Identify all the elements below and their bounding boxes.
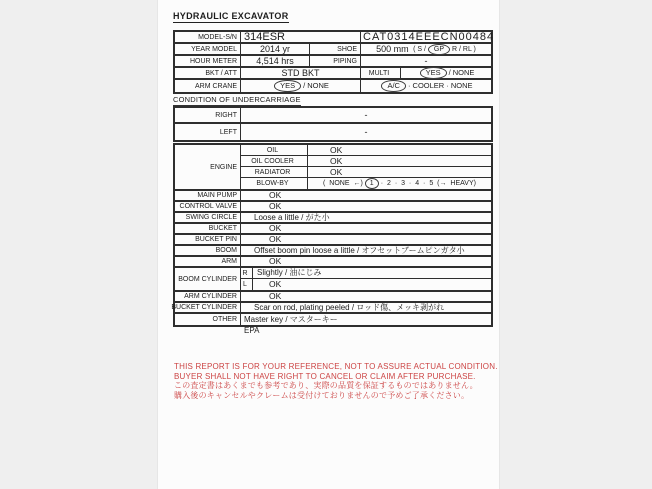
shoe-value (361, 44, 491, 54)
other-row (175, 314, 491, 335)
swing-circle-label: SWING CIRCLE (175, 213, 241, 222)
oil-value: OK (330, 144, 343, 155)
engine-radiator-row (241, 167, 491, 178)
year-label: YEAR MODEL (175, 44, 241, 54)
crane-label: ARM CRANE (175, 80, 241, 92)
shoe-options-open: ( S / (413, 45, 426, 53)
hour-value: 4,514 hrs (241, 56, 310, 66)
shoe-options-close: R / RL ) (452, 45, 476, 53)
shoe-label: SHOE (310, 44, 361, 54)
boom-cylinder-block (175, 268, 491, 292)
blowby-scale-prefix: ( NONE ←) (323, 180, 363, 187)
inspection-table (171, 143, 493, 335)
disclaimer-line: この査定書はあくまでも参考であり、実際の品質を保証するものではありません。 (174, 381, 478, 390)
radiator-value: OK (330, 166, 343, 177)
arm-value: OK (269, 256, 282, 267)
bucket-cylinder-value: Scar on rod, plating peeled / ロッド傷、メッキ剥がれ (254, 302, 445, 312)
undercarriage-right-row (175, 108, 491, 124)
bucket-pin-value: OK (269, 234, 282, 245)
engine-oil-cooler-row (241, 156, 491, 167)
ac-selected-circle: A/C (381, 80, 406, 92)
disclaimer-line: BUYER SHALL NOT HAVE RIGHT TO CANCEL OR CLAIM AFTER PURCHASE. (174, 371, 476, 381)
undercarriage-left-row (175, 124, 491, 140)
year-value: 2014 yr (241, 44, 310, 54)
bucket-pin-row (175, 235, 491, 246)
engine-blowby-row (241, 178, 491, 189)
bucket-row (175, 224, 491, 235)
hour-label: HOUR METER (175, 56, 241, 66)
blowby-selected-circle: 1 (365, 178, 379, 189)
oil-label: OIL (241, 145, 308, 155)
ac-options: · COOLER · NONE (407, 81, 473, 91)
ac-value (361, 80, 491, 92)
disclaimer-line: THIS REPORT IS FOR YOUR REFERENCE, NOT TO ASSURE ACTUAL CONDITION. (174, 362, 498, 371)
crane-selected-circle: YES (274, 80, 301, 92)
hour-piping-row (175, 56, 491, 68)
other-notes (241, 314, 491, 335)
oil-cooler-value: OK (330, 155, 343, 166)
arm-cylinder-value: OK (269, 291, 282, 302)
boom-cylinder-r-value: Slightly / 油にじみ (257, 268, 322, 277)
undercarriage-table (173, 106, 493, 142)
crane-value (241, 80, 361, 92)
multi-options: / NONE (448, 68, 475, 78)
boom-cylinder-r-row (241, 268, 491, 279)
model-value: 314ESR (241, 32, 361, 42)
bucket-att-row (175, 68, 491, 80)
swing-circle-value: Loose a little / がた小 (254, 212, 330, 222)
boom-label: BOOM (175, 246, 241, 255)
shoe-selected-circle: GP (428, 44, 450, 55)
report-title: HYDRAULIC EXCAVATOR (173, 11, 289, 21)
model-row (175, 30, 495, 44)
boom-value: Offset boom pin loose a little / オフセットブームピンガタ小 (254, 245, 465, 255)
other-note-line: Master key / マスターキー (244, 315, 338, 324)
bucket-value: OK (269, 223, 282, 234)
arm-cylinder-label: ARM CYLINDER (175, 292, 241, 301)
machine-info-table (173, 30, 493, 94)
boom-row (175, 246, 491, 257)
blowby-scale (308, 178, 491, 189)
arm-label: ARM (175, 257, 241, 266)
year-shoe-row (175, 44, 491, 56)
bkt-label: BKT / ATT (175, 68, 241, 78)
blowby-scale-suffix: · 2 · 3 · 4 · 5 (→ HEAVY) (380, 180, 476, 187)
bkt-value: STD BKT (241, 68, 361, 78)
arm-cylinder-row (175, 292, 491, 303)
shoe-size: 500 mm (376, 43, 409, 54)
right-value: - (364, 109, 368, 120)
arm-row (175, 257, 491, 268)
control-valve-row (175, 202, 491, 213)
boom-cylinder-l-label: L (241, 279, 253, 290)
left-label: LEFT (175, 124, 241, 140)
disclaimer (174, 362, 498, 400)
left-value: - (364, 126, 368, 137)
multi-label: MULTI (361, 68, 401, 78)
bucket-pin-label: BUCKET PIN (175, 235, 241, 244)
control-valve-value: OK (269, 201, 282, 212)
main-pump-row (175, 191, 491, 202)
engine-oil-row (241, 145, 491, 156)
main-pump-label: MAIN PUMP (175, 191, 241, 200)
bucket-cylinder-label: BUCKET CYLINDER (175, 303, 241, 312)
serial-value: CAT0314EEECN00484 (363, 30, 495, 43)
engine-block (175, 145, 491, 191)
boom-cylinder-l-row (241, 279, 491, 290)
report-page (157, 0, 500, 489)
crane-options: / NONE (303, 81, 329, 91)
model-label: MODEL-S/N (175, 32, 241, 42)
radiator-label: RADIATOR (241, 167, 308, 177)
arm-crane-row (175, 80, 491, 92)
main-pump-value: OK (269, 190, 282, 201)
piping-value: - (424, 55, 428, 66)
engine-label: ENGINE (175, 145, 241, 189)
control-valve-label: CONTROL VALVE (175, 202, 241, 211)
multi-value (401, 68, 491, 78)
boom-cylinder-l-value: OK (269, 279, 282, 290)
other-note-line: EPA (244, 326, 260, 335)
bucket-cylinder-row (171, 302, 491, 314)
boom-cylinder-label: BOOM CYLINDER (175, 268, 241, 290)
bucket-label: BUCKET (175, 224, 241, 233)
right-label: RIGHT (175, 108, 241, 122)
boom-cylinder-r-label: R (241, 268, 253, 278)
multi-selected-circle: YES (420, 67, 447, 79)
blowby-label: BLOW-BY (241, 178, 308, 189)
disclaimer-line: 購入後のキャンセルやクレームは受付けておりませんので予めご了承ください。 (174, 390, 470, 400)
piping-label: PIPING (310, 56, 361, 66)
undercarriage-title: CONDITION OF UNDERCARRIAGE (173, 95, 301, 104)
other-label: OTHER (175, 314, 241, 325)
swing-circle-row (175, 213, 491, 224)
oil-cooler-label: OIL COOLER (241, 156, 308, 166)
